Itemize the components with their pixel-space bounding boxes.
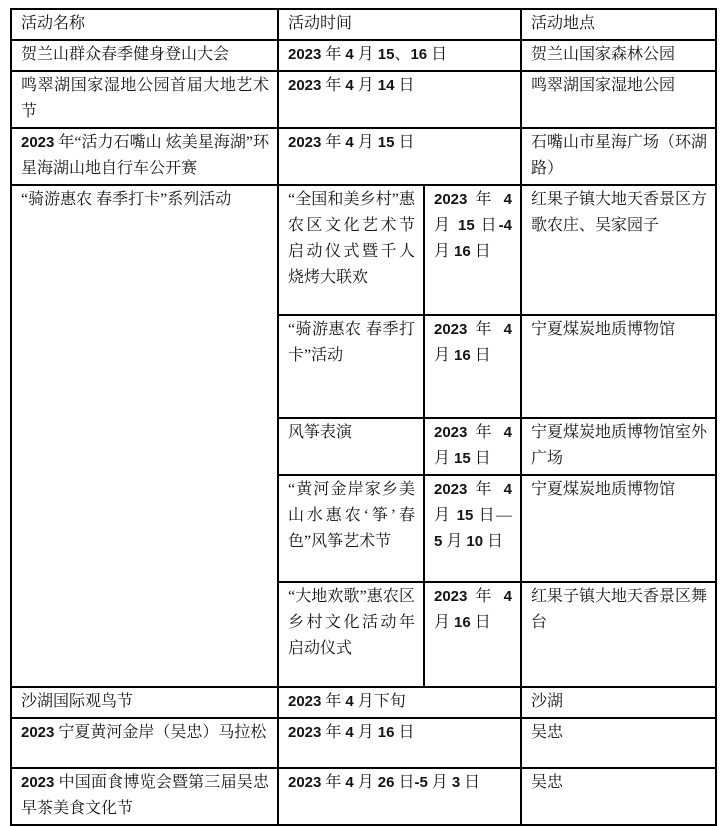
sub-activity-cell: “黄河金岸家乡美 山水惠农‘筝’春色”风筝艺术节 [278,475,424,582]
header-row [11,9,716,40]
sub-activity-place-cell: 红果子镇大地天香景区方歌农庄、吴家园子 [521,185,716,315]
table-row [11,687,716,718]
sub-activity-cell: 风筝表演 [278,418,424,475]
activity-name-cell: “骑游惠农 春季打卡”系列活动 [11,185,278,687]
activity-name-cell: 2023 宁夏黄河金岸（吴忠）马拉松 [11,718,278,768]
activity-time-cell: 2023 年 4 月 15 日 [278,128,521,185]
header-activity-name: 活动名称 [11,9,278,40]
sub-activity-place-cell: 宁夏煤炭地质博物馆 [521,475,716,582]
activities-table [10,8,717,826]
sub-activity-time-cell: 2023 年 4 月 15 日—5 月 10 日 [424,475,521,582]
activity-time-cell: 2023 年 4 月 26 日-5 月 3 日 [278,768,521,825]
table-row [11,128,716,185]
sub-activity-place-cell: 红果子镇大地天香景区舞台 [521,582,716,687]
table-row [11,768,716,825]
activity-place-cell: 石嘴山市星海广场（环湖路） [521,128,716,185]
activity-name-cell: 鸣翠湖国家湿地公园首届大地艺术节 [11,71,278,128]
header-activity-place: 活动地点 [521,9,716,40]
table-row [11,718,716,768]
activity-place-cell: 吴忠 [521,718,716,768]
activity-name-cell: 贺兰山群众春季健身登山大会 [11,40,278,71]
activity-time-cell: 2023 年 4 月 14 日 [278,71,521,128]
activity-place-cell: 沙湖 [521,687,716,718]
sub-row [11,185,716,315]
sub-activity-place-cell: 宁夏煤炭地质博物馆 [521,315,716,418]
activity-name-cell: 沙湖国际观鸟节 [11,687,278,718]
table-row [11,71,716,128]
activity-time-cell: 2023 年 4 月 16 日 [278,718,521,768]
activity-time-cell: 2023 年 4 月下旬 [278,687,521,718]
table-row [11,40,716,71]
sub-activity-cell: “骑游惠农 春季打卡”活动 [278,315,424,418]
activity-time-cell: 2023 年 4 月 15、16 日 [278,40,521,71]
header-activity-time: 活动时间 [278,9,521,40]
sub-activity-time-cell: 2023 年 4 月 16 日 [424,582,521,687]
sub-activity-time-cell: 2023 年 4 月 16 日 [424,315,521,418]
sub-activity-cell: “全国和美乡村”惠农区文化艺术节启动仪式暨千人烧烤大联欢 [278,185,424,315]
activity-name-cell: 2023 年“活力石嘴山 炫美星海湖”环星海湖山地自行车公开赛 [11,128,278,185]
activity-place-cell: 鸣翠湖国家湿地公园 [521,71,716,128]
activity-place-cell: 吴忠 [521,768,716,825]
activity-place-cell: 贺兰山国家森林公园 [521,40,716,71]
sub-activity-time-cell: 2023 年 4 月 15 日 [424,418,521,475]
sub-activity-cell: “大地欢歌”惠农区乡村文化活动年启动仪式 [278,582,424,687]
sub-activity-place-cell: 宁夏煤炭地质博物馆室外广场 [521,418,716,475]
sub-activity-time-cell: 2023 年 4 月 15 日-4 月 16 日 [424,185,521,315]
activity-name-cell: 2023 中国面食博览会暨第三届吴忠早茶美食文化节 [11,768,278,825]
